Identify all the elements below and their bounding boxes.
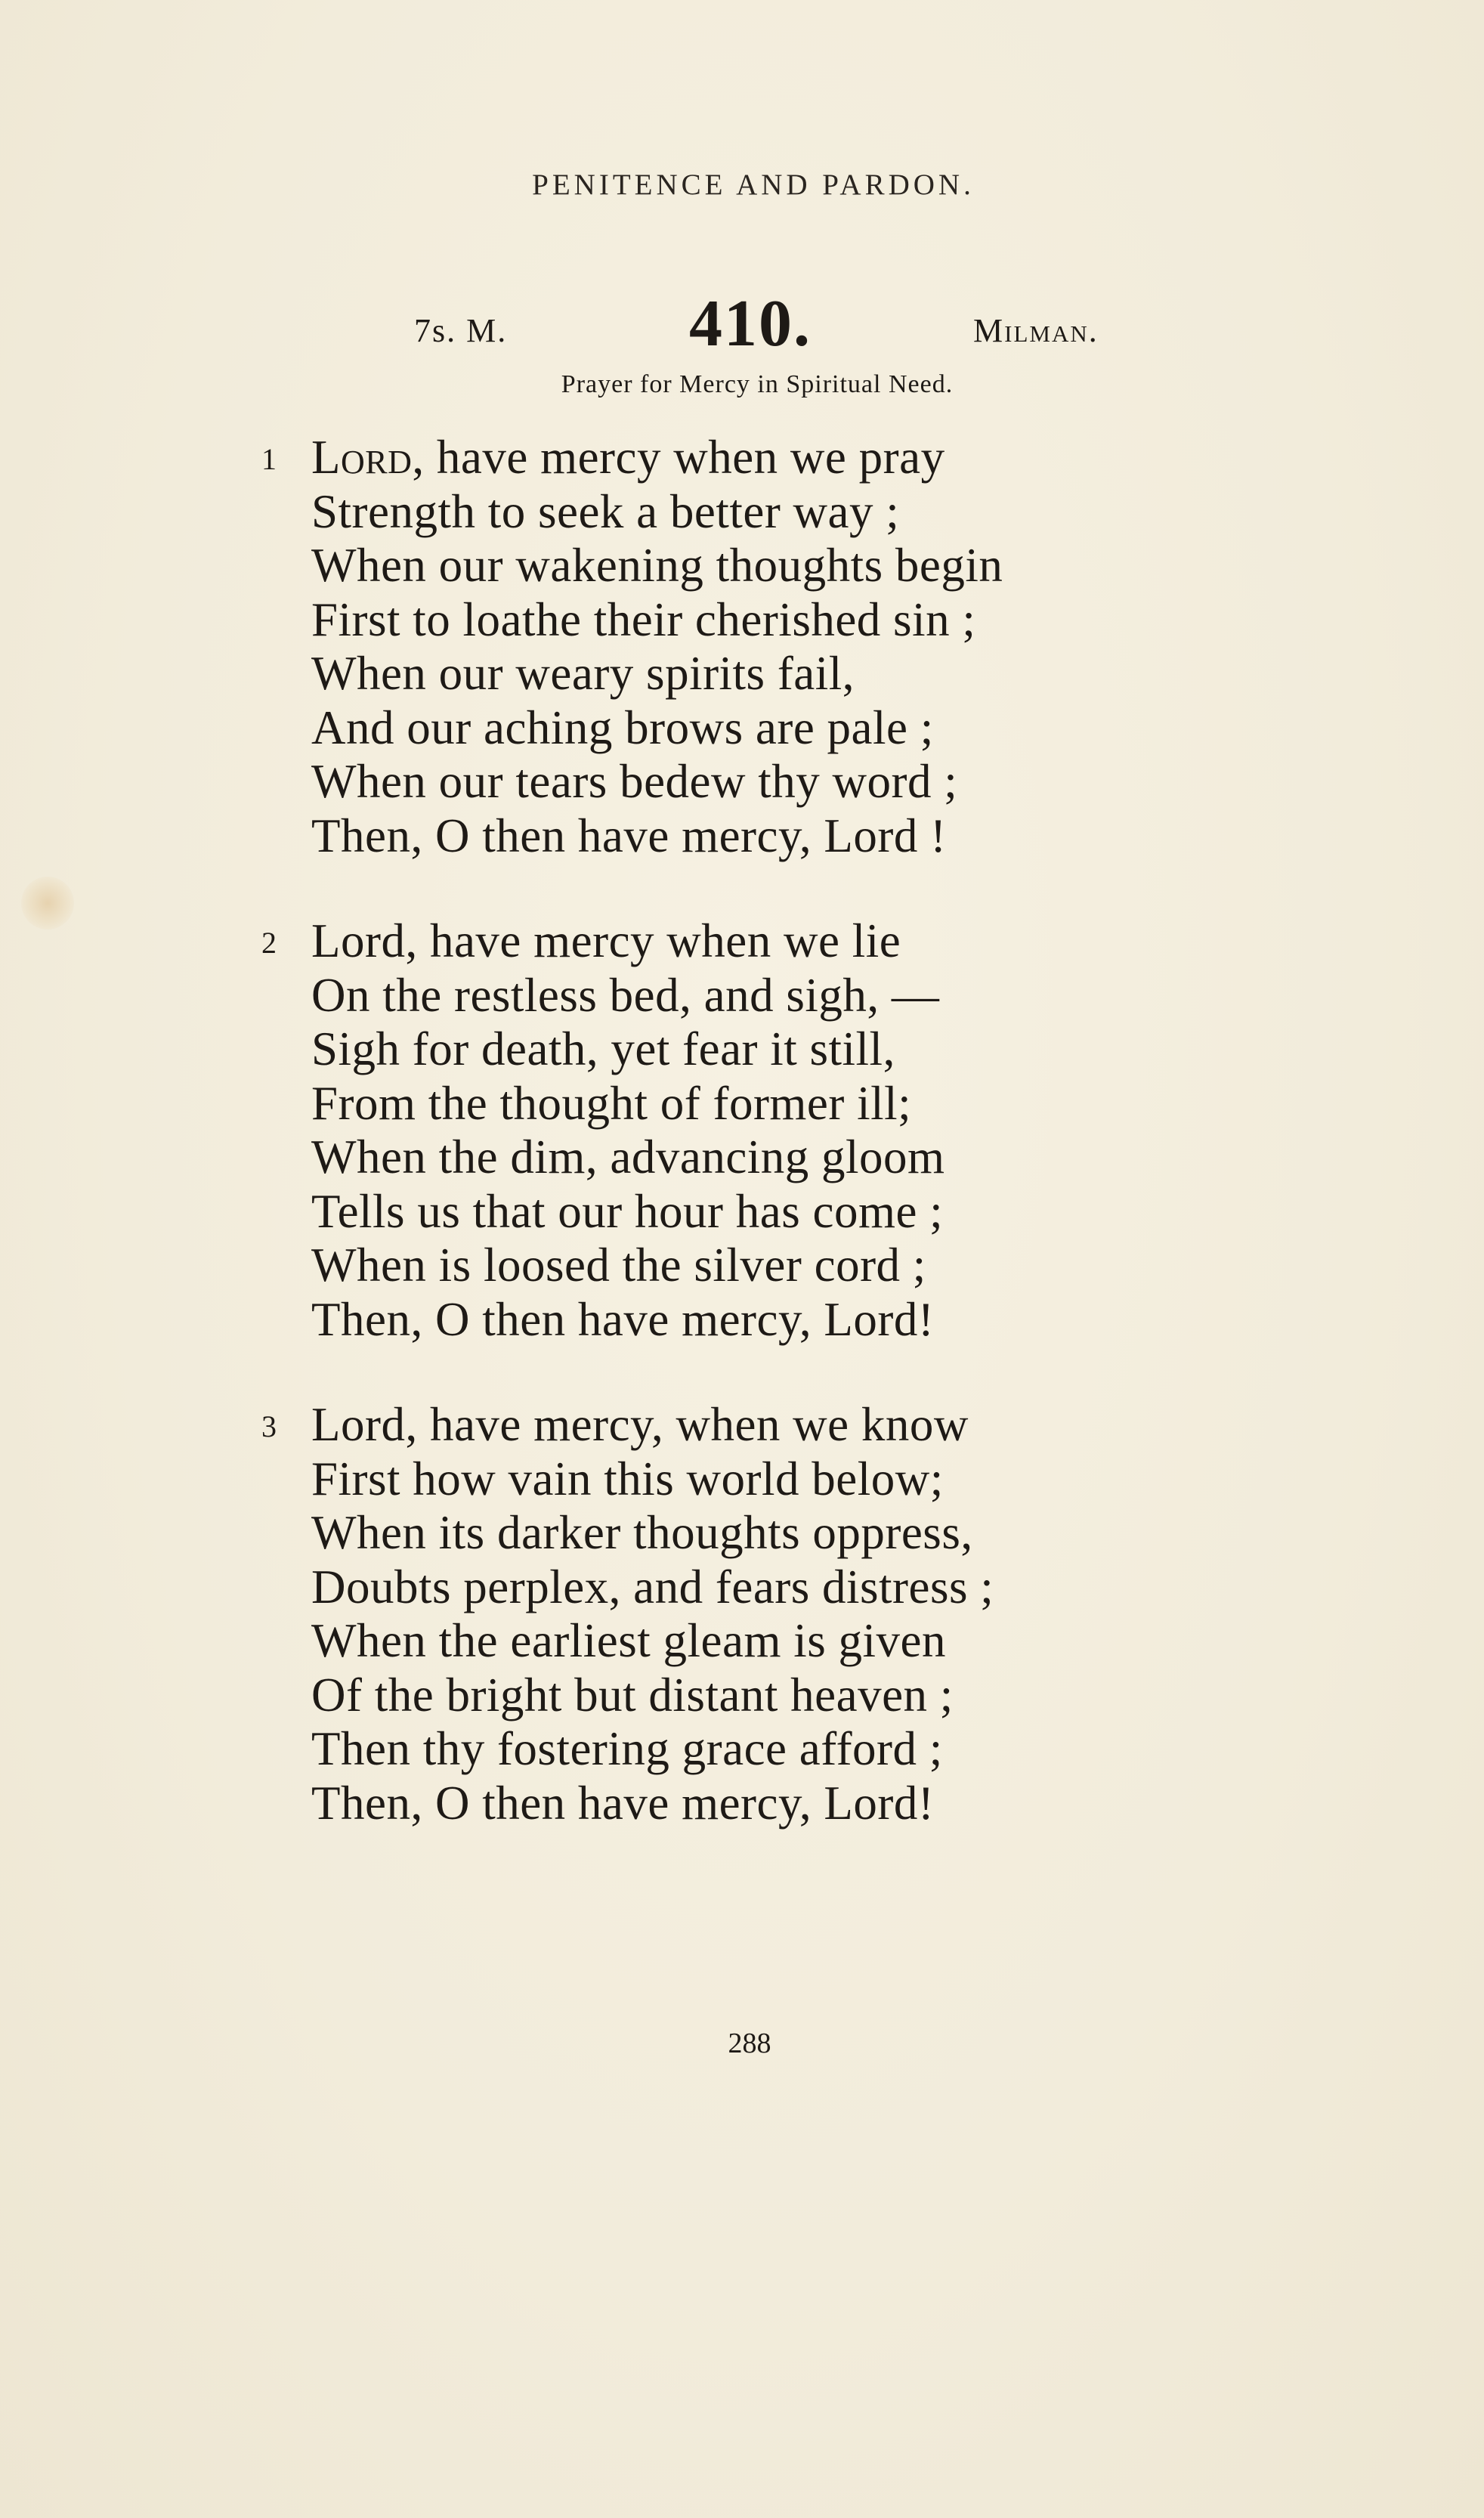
verse-line: From the thought of former ill;: [311, 1076, 912, 1130]
verse-line: When the dim, advancing gloom: [311, 1131, 945, 1183]
verse-line: Sigh for death, yet fear it still,: [311, 1022, 895, 1075]
hymn-meter: 7s. M.: [414, 312, 508, 349]
verse-line: When our weary spirits fail,: [311, 647, 855, 700]
verse-line: Tells us that our hour has come ;: [311, 1184, 944, 1238]
stanza-3: [261, 1398, 1445, 1830]
verse-line: When our wakening thoughts begin: [311, 539, 1003, 592]
paper-stain: [21, 877, 74, 930]
stanza-number: 3: [261, 1409, 277, 1443]
hymn-author: Milman.: [973, 312, 1099, 349]
stanza-number: 2: [261, 926, 277, 960]
page-number: 288: [728, 2028, 771, 2059]
stanza-number: 1: [261, 442, 277, 476]
verse-line: First to loathe their cherished sin ;: [311, 592, 976, 646]
verse-line: Lord, have mercy, when we know: [311, 1398, 969, 1451]
verse-line: Then, O then have mercy, Lord!: [311, 1776, 935, 1830]
first-word: Lord: [311, 431, 413, 484]
stanza-1: [261, 431, 1445, 863]
verse-line: Then thy fostering grace afford ;: [311, 1722, 943, 1775]
running-head: PENITENCE AND PARDON.: [532, 169, 975, 201]
verse-line: Of the bright but distant heaven ;: [311, 1668, 954, 1721]
hymn-subtitle: Prayer for Mercy in Spiritual Need.: [561, 370, 954, 398]
verse-line: Lord, have mercy when we lie: [311, 914, 901, 967]
verse-line: When our tears bedew thy word ;: [311, 755, 958, 808]
verse-line: And our aching brows are pale ;: [311, 701, 934, 754]
verse-line: When is loosed the silver cord ;: [311, 1239, 926, 1291]
verse-line: First how vain this world below;: [311, 1452, 944, 1505]
verse-line-rest: , have mercy when we pray: [412, 431, 945, 484]
verse-line: When its darker thoughts oppress,: [311, 1506, 973, 1559]
verse-line: On the restless bed, and sigh, —: [311, 968, 940, 1022]
verse-line: When the earliest gleam is given: [311, 1614, 946, 1667]
stanza-2: [261, 914, 1445, 1347]
verse-line: Then, O then have mercy, Lord !: [311, 809, 947, 862]
verse-line: Strength to seek a better way ;: [311, 484, 900, 538]
verse-line: Doubts perplex, and fears distress ;: [311, 1560, 994, 1613]
verse-line: Then, O then have mercy, Lord!: [311, 1292, 935, 1346]
verse-line: [311, 431, 1445, 485]
hymn-number: 410.: [689, 287, 812, 360]
